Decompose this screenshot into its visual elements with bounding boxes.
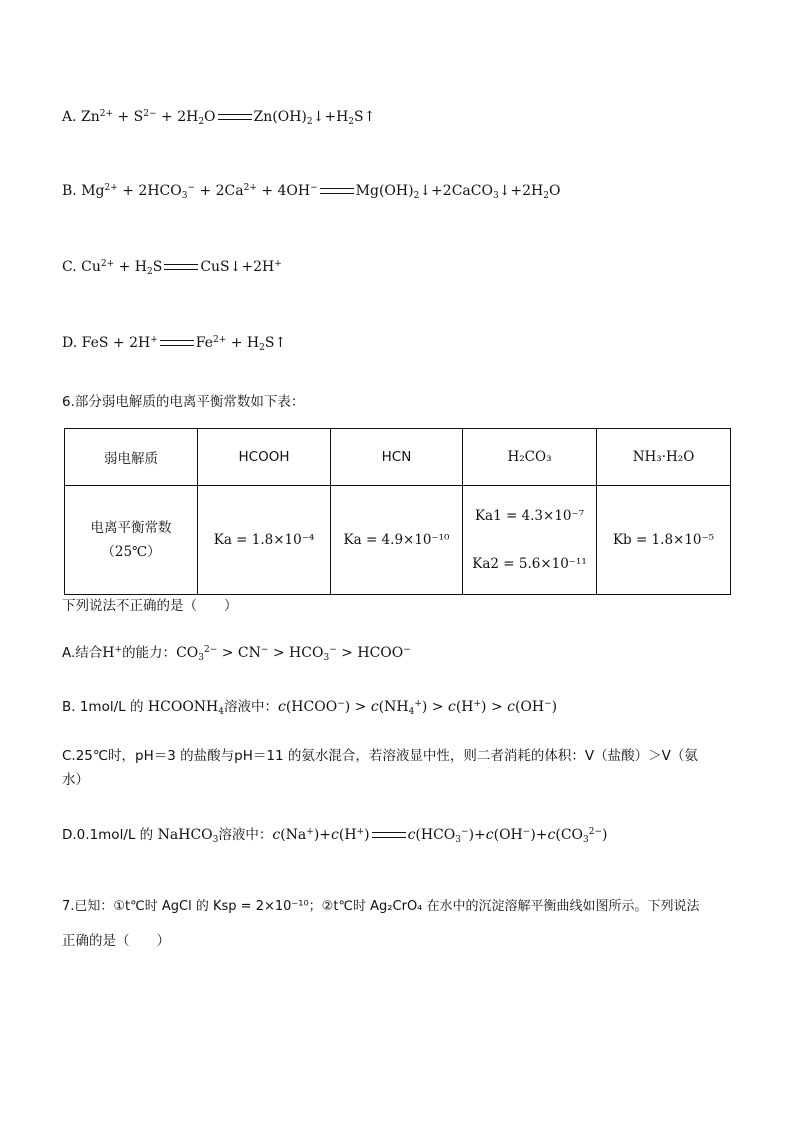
option-6a: A.结合H+的能力：$CO_3^{2-} > CN^- > HCO_3^-$ > HCOO− — [62, 645, 411, 663]
row-label-cell — [65, 486, 198, 595]
option-label: D. — [62, 335, 82, 351]
option-text: 溶液中： — [224, 699, 278, 715]
option-text: A.结合 — [62, 645, 103, 661]
table-header: HCN — [331, 429, 463, 486]
option-6b: B. 1mol/L 的 $HCOONH_4$溶液中：c(HCOO−) > $c(NH_4^+) > c(H^+) > c(OH^-)$ — [62, 699, 558, 717]
option-text: 水） — [62, 772, 89, 788]
question-7 — [62, 890, 730, 958]
option-6c — [62, 744, 730, 792]
table-cell: Kb = 1.8×10⁻⁵ — [597, 486, 731, 595]
table-header: NH₃·H₂O — [597, 429, 731, 486]
table-cell — [463, 486, 597, 595]
option-5c: C. $Cu^{2+} + H_2S$ CuS↓+2H+ — [62, 259, 282, 277]
ionization-constant-table — [64, 428, 731, 595]
table-header: 弱电解质 — [65, 429, 198, 486]
option-label: C. — [62, 259, 82, 275]
option-5b: B. $Mg^{2+} + 2HCO_3^- + 2Ca^{2+} + 4OH^-$ $Mg(OH)_2↓+2CaCO_3↓+2H_2O$ — [62, 183, 561, 201]
table-cell: Ka = 1.8×10⁻⁴ — [198, 486, 331, 595]
option-text: 的能力： — [122, 645, 177, 661]
option-text: 溶液中： — [218, 827, 273, 843]
option-label: B. — [62, 183, 82, 199]
question-6-stem: 6.部分弱电解质的电离平衡常数如下表： — [62, 394, 305, 410]
option-5d: D. FeS + 2H+ $Fe^{2+}$ + $H_2S↑$ — [62, 335, 287, 353]
option-text: D.0.1mol/L 的 — [62, 827, 154, 843]
table-header: HCOOH — [198, 429, 331, 486]
table-cell: Ka = 4.9×10⁻¹⁰ — [331, 486, 463, 595]
option-text: C.25℃时，pH＝3 的盐酸与pH＝11 的氨水混合，若溶液显中性，则二者消耗的体积：V（盐酸）＞V（氨 — [62, 748, 698, 764]
row-label: 电离平衡常数 — [90, 520, 172, 536]
option-text: B. 1mol/L 的 — [62, 699, 144, 715]
option-5a: A. $Zn^{2+} + S^{2-} + 2H_2O$ $Zn(OH)_2↓+H_2S↑$ — [62, 109, 376, 127]
option-6d: D.0.1mol/L 的 NaHCO$_3$溶液中：c(Na+)+c(H+) $c(HCO_3^-)+c(OH^-)+c(CO_3^{2-})$ — [62, 827, 608, 845]
row-label-temperature: （25℃） — [101, 544, 161, 560]
option-label: A. — [62, 109, 82, 125]
ka2-value: Ka2 = 5.6×10⁻¹¹ — [472, 556, 587, 572]
table-header: H₂CO₃ — [463, 429, 597, 486]
question-6-prompt: 下列说法不正确的是（ ） — [62, 598, 238, 614]
question-7-line2: 正确的是（ ） — [62, 933, 170, 949]
question-7-line1: 7.已知：①t℃时 AgCl 的 Ksp = 2×10⁻¹⁰；②t℃时 Ag₂CrO₄ 在水中的沉淀溶解平衡曲线如图所示。下列说法 — [62, 899, 700, 914]
ka1-value: Ka1 = 4.3×10⁻⁷ — [474, 508, 585, 524]
